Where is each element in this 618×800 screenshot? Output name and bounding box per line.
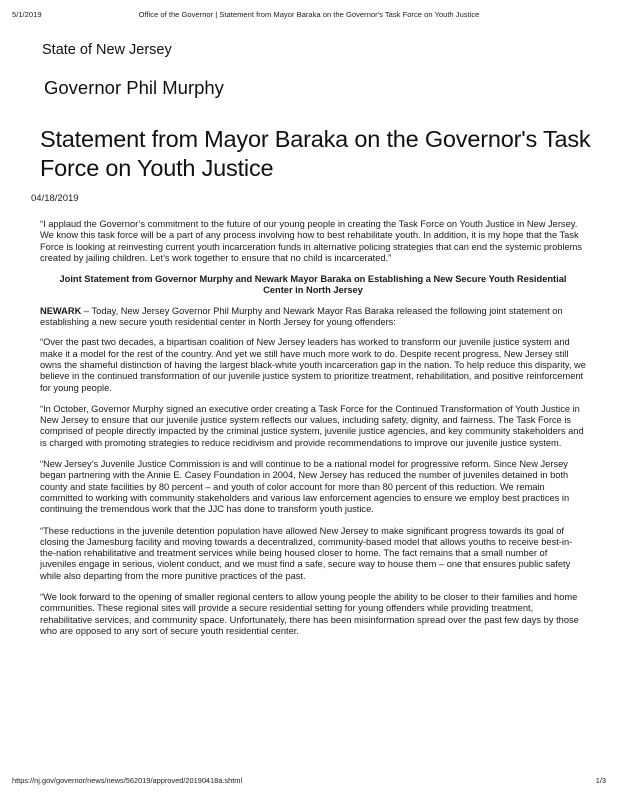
body-paragraph: “These reductions in the juvenile detention population have allowed New Jersey to make significant progress towards its goal of closing the Jamesburg facility and moving towards a decentralized, community-based model that allows youths to receive best-in-the-nation rehabilitative and treatment services while being housed closer to home. The fact remains that a small number of juveniles engage in serious, violent conduct, and we must find a safe, secure way to house them – one that ensures public safety while also departing from the more punitive practices of the past.	[40, 525, 573, 581]
baraka-quote: “I applaud the Governor’s commitment to the future of our young people in creating the Task Force on Youth Justice in New Jersey. We know this task force will be a part of any process involving how to best rehabilitate youth. In addition, it is my hope that the Task Force is looking at reinvesting current youth incarceration funds in alternative policing strategies that can end the systemic problems created by jailing children. Let’s work together to ensure that no child is incarcerated.”	[40, 219, 583, 263]
print-page-title: Office of the Governor | Statement from Mayor Baraka on the Governor's Task Force on Youth Justice	[138, 10, 480, 19]
body-paragraph: “We look forward to the opening of smaller regional centers to allow young people the ability to be closer to their families and home communities. These regional sites will provide a secure residential setting for young offenders while providing treatment, rehabilitative services, and community space. Unfortunately, there has been misinformation spread over the past few days by those who are opposed to any sort of secure youth residential center.	[40, 592, 579, 636]
page-number: 1/3	[595, 776, 606, 785]
joint-statement-heading: Joint Statement from Governor Murphy and Newark Mayor Baraka on Establishing a New Secure Youth Residential Center in North Jersey	[59, 274, 567, 296]
article-body	[40, 219, 586, 647]
governor-name-link[interactable]: Governor Phil Murphy	[44, 77, 224, 98]
body-paragraph: “New Jersey’s Juvenile Justice Commission is and will continue to be a national model for progressive reform. Since New Jersey began partnering with the Annie E. Casey Foundation in 2004, New Jersey has reduced the number of juveniles detained in both county and state facilities by 80 percent – and youth of color account for more than 80 percent of this reduction. We remain committed to working with community stakeholders and various law enforcement agencies to ensure we employ best practices in continuing the tremendous work that the JJC has done to transform youth justice.	[40, 459, 570, 515]
dateline: NEWARK	[40, 305, 82, 316]
page-url: https://nj.gov/governor/news/news/562019/approved/20190418a.shtml	[12, 776, 243, 785]
article-date: 04/18/2019	[31, 193, 79, 204]
lead-paragraph	[40, 306, 586, 329]
state-name-link[interactable]: State of New Jersey	[42, 42, 172, 58]
print-footer	[12, 776, 606, 788]
lead-text: – Today, New Jersey Governor Phil Murphy and Newark Mayor Ras Baraka released the following joint statement on establishing a new secure youth residential center in North Jersey for young offenders:	[40, 305, 563, 328]
print-date: 5/1/2019	[12, 10, 42, 19]
print-header	[12, 10, 606, 22]
body-paragraph: “In October, Governor Murphy signed an executive order creating a Task Force for the Continued Transformation of Youth Justice in New Jersey to ensure that our juvenile justice system reflects our values, including safety, dignity, and fairness. The Task Force is comprised of people directly impacted by the criminal justice system, juvenile justice agencies, and key community stakeholders and is charged with promoting strategies to reduce recidivism and provide recommendations to improve our juvenile justice system.	[40, 403, 584, 448]
article-title: Statement from Mayor Baraka on the Governor's Task Force on Youth Justice	[40, 126, 591, 181]
body-paragraph: “Over the past two decades, a bipartisan coalition of New Jersey leaders has worked to transform our juvenile justice system and make it a model for the rest of the country. And yet we still have much more work to do. Despite recent progress, New Jersey still owns the shameful distinction of having the largest black-white youth incarceration gap in the nation. To help reduce this disparity, we believe in the continued transformation of our juvenile justice system to prioritize treatment, rehabilitation, and positive reinforcement for young people.	[40, 337, 586, 393]
